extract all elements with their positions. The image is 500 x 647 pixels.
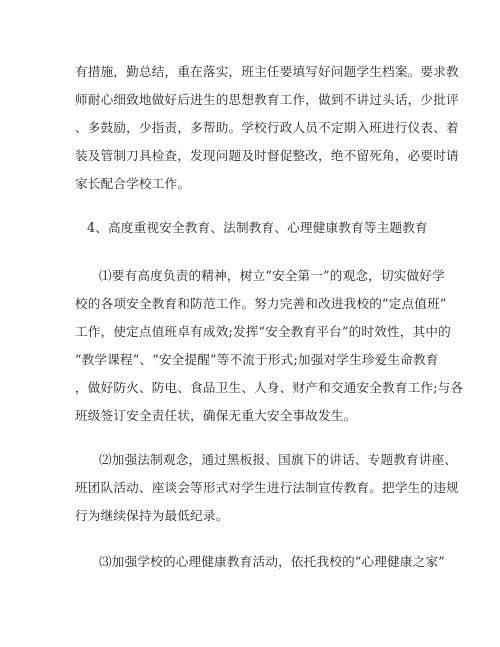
text-line: ，做好防火、防电、食品卫生、人身、财产和交通安全教育工作;与各 [75, 380, 464, 395]
list-item-safety-education [75, 262, 464, 430]
text-line: 班级签订安全责任状，确保无重大安全事故发生。 [75, 408, 357, 423]
list-item-mental-health [75, 548, 445, 576]
text-line: 师耐心细致地做好后进生的思想教育工作，做到不讲过头话，少批评 [75, 92, 459, 107]
text-line: 工作，使定点值班卓有成效;发挥“安全教育平台”的时效性，其中的 [75, 324, 451, 339]
text-line: 、多鼓励，少指责，多帮助。学校行政人员不定期入班进行仪表、着 [75, 120, 459, 135]
paragraph-student-management [75, 58, 459, 198]
list-item-legal-education [75, 446, 459, 530]
text-line: 校的各项安全教育和防范工作。努力完善和改进我校的“定点值班” [75, 296, 447, 311]
text-line: ⑵加强法制观念，通过黑板报、国旗下的讲话、专题教育讲座、 [99, 452, 458, 467]
text-line: 家长配合学校工作。 [75, 176, 191, 191]
text-line: 有措施，勤总结，重在落实，班主任要填写好问题学生档案。要求教 [75, 64, 459, 79]
text-line: ⑴要有高度负责的精神，树立“安全第一”的观念，切实做好学 [99, 268, 445, 283]
section-heading-text: 4、高度重视安全教育、法制教育、心理健康教育等主题教育 [87, 220, 428, 235]
text-line: ⑶加强学校的心理健康教育活动，依托我校的“心理健康之家” [99, 554, 445, 569]
text-line: 装及管制刀具检查，发现问题及时督促整改，绝不留死角，必要时请 [75, 148, 459, 163]
text-line: 行为继续保持为最低纪录。 [75, 508, 229, 523]
text-line: 班团队活动、座谈会等形式对学生进行法制宣传教育。把学生的违规 [75, 480, 459, 495]
section-heading [75, 214, 435, 242]
text-line: “教学课程”、“安全提醒”等不流于形式;加强对学生珍爱生命教育 [75, 352, 439, 367]
